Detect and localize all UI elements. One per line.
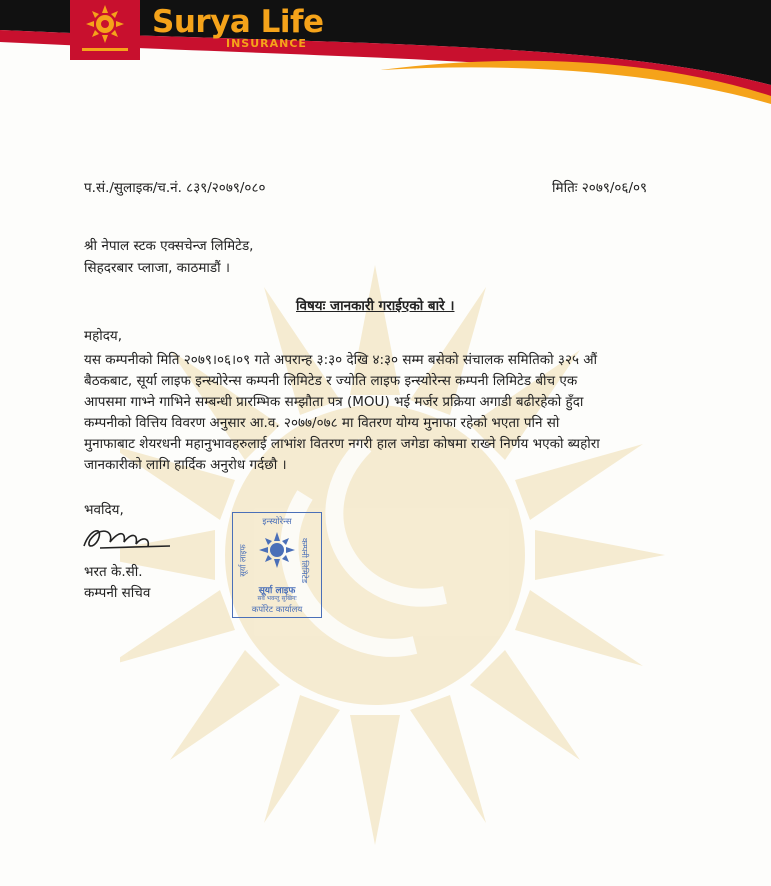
signatory-name: भरत के.सी. — [84, 564, 143, 580]
signature — [80, 518, 180, 558]
body-line: यस कम्पनीको मिति २०७९।०६।०९ गते अपरान्ह ३:३० देखि ४:३० सम्म बसेको संचालक समितिको ३२५ औं — [84, 352, 598, 368]
stamp-tagline: सर्वे भवन्तु सुखिनः — [257, 595, 297, 602]
stamp-left-text: सूर्या लाइफ — [238, 544, 248, 577]
letter-date: मितिः २०७९/०६/०९ — [552, 180, 648, 196]
sun-logo-icon — [70, 0, 140, 60]
reference-number: प.सं./सुलाइक/च.नं. ८३९/२०७९/०८० — [84, 180, 266, 196]
stamp-name: सूर्या लाइफ — [258, 586, 296, 596]
recipient-line-1: श्री नेपाल स्टक एक्सचेन्ज लिमिटेड, — [84, 238, 254, 254]
body-line: आपसमा गाभ्ने गाभिने सम्बन्धी प्रारम्भिक सम्झौता पत्र (MOU) भई मर्जर प्रक्रिया अगाडी बढीरहेको हुँदा — [84, 394, 584, 410]
stamp-top-text: इन्स्योरेन्स — [262, 517, 292, 527]
body-line: मुनाफाबाट शेयरधनी महानुभावहरुलाई लाभांश वितरण नगरी हाल जगेडा कोषमा राख्ने निर्णय भएको ब्यहोरा — [84, 436, 600, 452]
brand-subtitle: INSURANCE — [226, 37, 307, 50]
company-stamp — [232, 512, 322, 618]
body-line: बैठकबाट, सूर्या लाइफ इन्स्योरेन्स कम्पनी लिमिटेड र ज्योति लाइफ इन्स्योरेन्स कम्पनी लिमिटेड बीच एक — [84, 373, 578, 389]
salutation: महोदय, — [84, 328, 123, 344]
recipient-line-2: सिहदरबार प्लाजा, काठमाडौं । — [84, 260, 231, 276]
letterhead — [0, 0, 771, 110]
body-line: कम्पनीको वित्तिय विवरण अनुसार आ.व. २०७७/०७८ मा वितरण योग्य मुनाफा रहेको भएता पनि सो — [84, 415, 560, 431]
sun-watermark-icon — [120, 255, 680, 855]
body-line: जानकारीको लागि हार्दिक अनुरोध गर्दछौ । — [84, 457, 287, 473]
stamp-right-text: कम्पनी लिमिटेड — [300, 538, 310, 583]
letter-body — [84, 350, 694, 476]
closing: भवदिय, — [84, 502, 124, 518]
stamp-bottom-text: कर्पोरेट कार्यालय — [251, 605, 303, 615]
signatory-title: कम्पनी सचिव — [84, 585, 151, 601]
logo-box — [70, 0, 140, 60]
stamp-sun-icon — [258, 531, 296, 569]
brand-name: Surya Life — [152, 4, 324, 40]
letter-subject: विषयः जानकारी गराईएको बारे । — [296, 298, 455, 314]
